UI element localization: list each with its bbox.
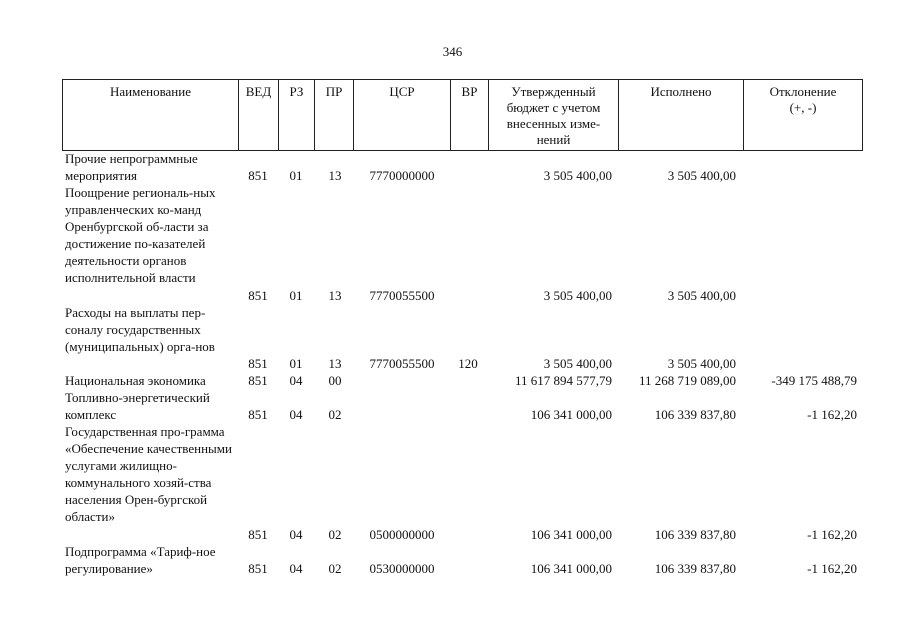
- header-csr: ЦСР: [353, 80, 450, 150]
- row-rz: 01: [289, 168, 303, 183]
- header-pr: ПР: [314, 80, 353, 150]
- row-budget: 106 341 000,00: [530, 561, 612, 576]
- row-executed: 106 339 837,80: [654, 407, 736, 422]
- row-csr: 0500000000: [369, 527, 435, 542]
- row-name: Подпрограмма «Тариф-ное регулирование»: [65, 544, 216, 576]
- table-row: [0, 389, 905, 423]
- row-executed: 3 505 400,00: [667, 288, 736, 303]
- row-ved: 851: [248, 527, 268, 542]
- table-row: [0, 150, 905, 184]
- row-name: Топливно-энергетический комплекс: [65, 390, 210, 422]
- table-header: [62, 79, 863, 151]
- header-rz: РЗ: [278, 80, 314, 150]
- row-deviation: -1 162,20: [807, 527, 857, 542]
- row-deviation: -349 175 488,79: [771, 373, 857, 388]
- row-csr: 0530000000: [369, 561, 435, 576]
- row-pr: 13: [328, 288, 342, 303]
- row-name: Прочие непрограммные мероприятия: [65, 151, 198, 183]
- row-name: Национальная экономика: [65, 373, 206, 388]
- row-executed: 3 505 400,00: [667, 356, 736, 371]
- row-executed: 106 339 837,80: [654, 527, 736, 542]
- row-deviation: -1 162,20: [807, 561, 857, 576]
- row-rz: 01: [289, 356, 303, 371]
- row-rz: 01: [289, 288, 303, 303]
- row-ved: 851: [248, 407, 268, 422]
- header-vr: ВР: [450, 80, 488, 150]
- row-ved: 851: [248, 356, 268, 371]
- row-executed: 3 505 400,00: [667, 168, 736, 183]
- row-name: Поощрение региональ-ных управленческих ко-манд Оренбургской об-ласти за достижение по-казателей деятельности органов исполнительной власти: [65, 185, 216, 285]
- page-number: 346: [442, 44, 463, 59]
- row-pr: 13: [328, 168, 342, 183]
- row-budget: 3 505 400,00: [543, 288, 612, 303]
- row-ved: 851: [248, 561, 268, 576]
- row-budget: 11 617 894 577,79: [514, 373, 612, 388]
- header-name: Наименование: [110, 84, 191, 99]
- row-csr: 7770000000: [369, 168, 435, 183]
- row-name: Государственная про-грамма «Обеспечение качественными услугами жилищно-коммунального хозяй-ства населения Орен-бургской области»: [65, 424, 232, 524]
- row-ved: 851: [248, 168, 268, 183]
- table-row: [0, 372, 905, 389]
- row-name: Расходы на выплаты пер-соналу государственных (муниципальных) орга-нов: [65, 305, 215, 354]
- row-pr: 00: [328, 373, 342, 388]
- row-rz: 04: [289, 373, 303, 388]
- table-row: [0, 184, 905, 304]
- row-pr: 02: [328, 527, 342, 542]
- table-row: [0, 423, 905, 543]
- row-budget: 3 505 400,00: [543, 168, 612, 183]
- row-ved: 851: [248, 288, 268, 303]
- row-rz: 04: [289, 561, 303, 576]
- row-deviation: -1 162,20: [807, 407, 857, 422]
- row-csr: 7770055500: [369, 288, 435, 303]
- row-rz: 04: [289, 407, 303, 422]
- row-pr: 02: [328, 561, 342, 576]
- row-rz: 04: [289, 527, 303, 542]
- row-pr: 02: [328, 407, 342, 422]
- row-executed: 106 339 837,80: [654, 561, 736, 576]
- table-row: [0, 304, 905, 372]
- table-row: [0, 543, 905, 577]
- row-budget: 106 341 000,00: [530, 527, 612, 542]
- row-executed: 11 268 719 089,00: [638, 373, 736, 388]
- row-vr: 120: [458, 356, 478, 371]
- row-csr: 7770055500: [369, 356, 435, 371]
- row-ved: 851: [248, 373, 268, 388]
- row-budget: 3 505 400,00: [543, 356, 612, 371]
- header-executed: Исполнено: [618, 80, 743, 150]
- header-ved: ВЕД: [238, 80, 278, 150]
- row-budget: 106 341 000,00: [530, 407, 612, 422]
- header-deviation: Отклонение (+, -): [743, 80, 862, 150]
- header-budget: Утвержденный бюджет с учетом внесенных изме-нений: [488, 80, 618, 150]
- row-pr: 13: [328, 356, 342, 371]
